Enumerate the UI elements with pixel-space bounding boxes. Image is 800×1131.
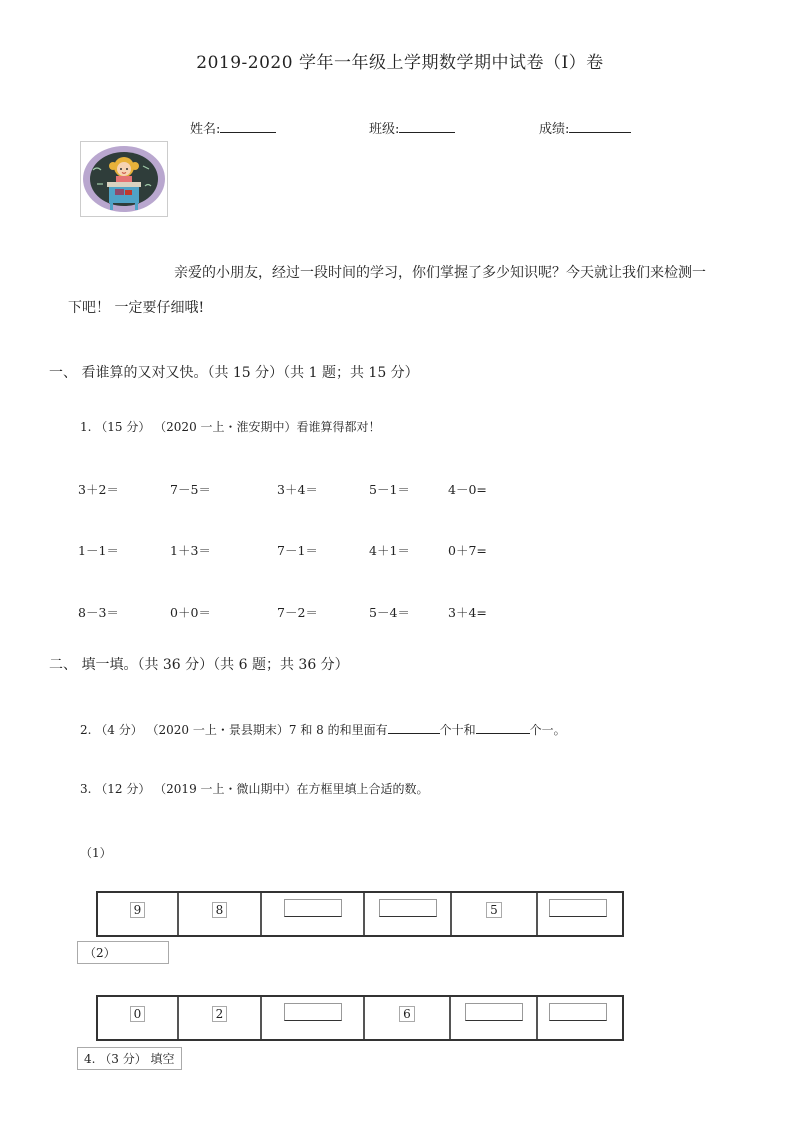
expression: 0＋7= [448,543,487,558]
expression: 7－5＝ [170,482,211,497]
sub-question-2-label: （2） [77,941,169,964]
grid-cell [179,997,262,1039]
answer-box[interactable] [549,1003,607,1021]
answer-blank[interactable] [476,719,530,734]
grid-cell [365,997,451,1039]
expression: 3＋2＝ [78,482,119,497]
intro-line-2: 下吧！ 一定要仔细哦! [68,300,205,316]
class-field [369,118,455,137]
grid-number: 2 [212,1006,228,1022]
page-title: 2019-2020 学年一年级上学期数学期中试卷（I）卷 [196,53,604,73]
expression: 7－1＝ [277,543,318,558]
grid-number: 5 [486,902,502,918]
answer-box[interactable] [284,899,342,917]
grid-cell [452,893,538,935]
question-2 [80,719,566,738]
question-3: 3. （12 分） （2019 一上・微山期中）在方框里填上合适的数。 [80,782,429,796]
class-blank[interactable] [399,118,455,133]
score-blank[interactable] [569,118,631,133]
sub-question-1-label: （1） [80,846,112,860]
expression: 3＋4= [448,605,487,620]
question-4: 4. （3 分） 填空 [77,1047,182,1070]
score-label: 成绩: [539,122,570,137]
question-2-text-a: 2. （4 分） （2020 一上・景县期末）7 和 8 的和里面有 [80,723,388,737]
student-at-desk-icon [81,142,167,216]
question-1: 1. （15 分） （2020 一上・淮安期中）看谁算得都对！ [80,420,381,434]
expression: 1＋3＝ [170,543,211,558]
number-grid-1 [96,891,624,937]
grid-cell [262,893,365,935]
question-2-text-c: 个一。 [529,723,566,737]
name-field [190,118,276,137]
expression: 4＋1＝ [369,543,410,558]
class-label: 班级: [369,122,400,137]
name-blank[interactable] [220,118,276,133]
grid-cell [98,893,179,935]
answer-box[interactable] [465,1003,523,1021]
grid-number: 9 [130,902,146,918]
student-illustration [80,141,168,217]
grid-cell [451,997,538,1039]
section-1-heading: 一、 看谁算的又对又快。（共 15 分）（共 1 题；共 15 分） [49,365,419,381]
answer-blank[interactable] [388,719,440,734]
grid-cell [538,893,618,935]
expression: 5－1＝ [369,482,410,497]
expression: 0＋0＝ [170,605,211,620]
answer-box[interactable] [549,899,607,917]
grid-number: 6 [399,1006,415,1022]
number-grid-2 [96,995,624,1041]
expression: 1－1＝ [78,543,119,558]
answer-box[interactable] [284,1003,342,1021]
grid-number: 8 [212,902,228,918]
intro-line-1: 亲爱的小朋友，经过一段时间的学习，你们掌握了多少知识呢？今天就让我们来检测一 [174,265,706,281]
grid-cell [538,997,618,1039]
grid-number: 0 [130,1006,146,1022]
grid-cell [179,893,262,935]
expression: 4－0= [448,482,487,497]
expression: 5－4＝ [369,605,410,620]
grid-cell [365,893,452,935]
expression: 3＋4＝ [277,482,318,497]
expression: 7－2＝ [277,605,318,620]
answer-box[interactable] [379,899,437,917]
question-2-text-b: 个十和 [439,723,476,737]
grid-cell [262,997,365,1039]
score-field [539,118,631,137]
section-2-heading: 二、 填一填。（共 36 分）（共 6 题；共 36 分） [49,657,349,673]
grid-cell [98,997,179,1039]
name-label: 姓名: [190,122,221,137]
expression: 8－3＝ [78,605,119,620]
